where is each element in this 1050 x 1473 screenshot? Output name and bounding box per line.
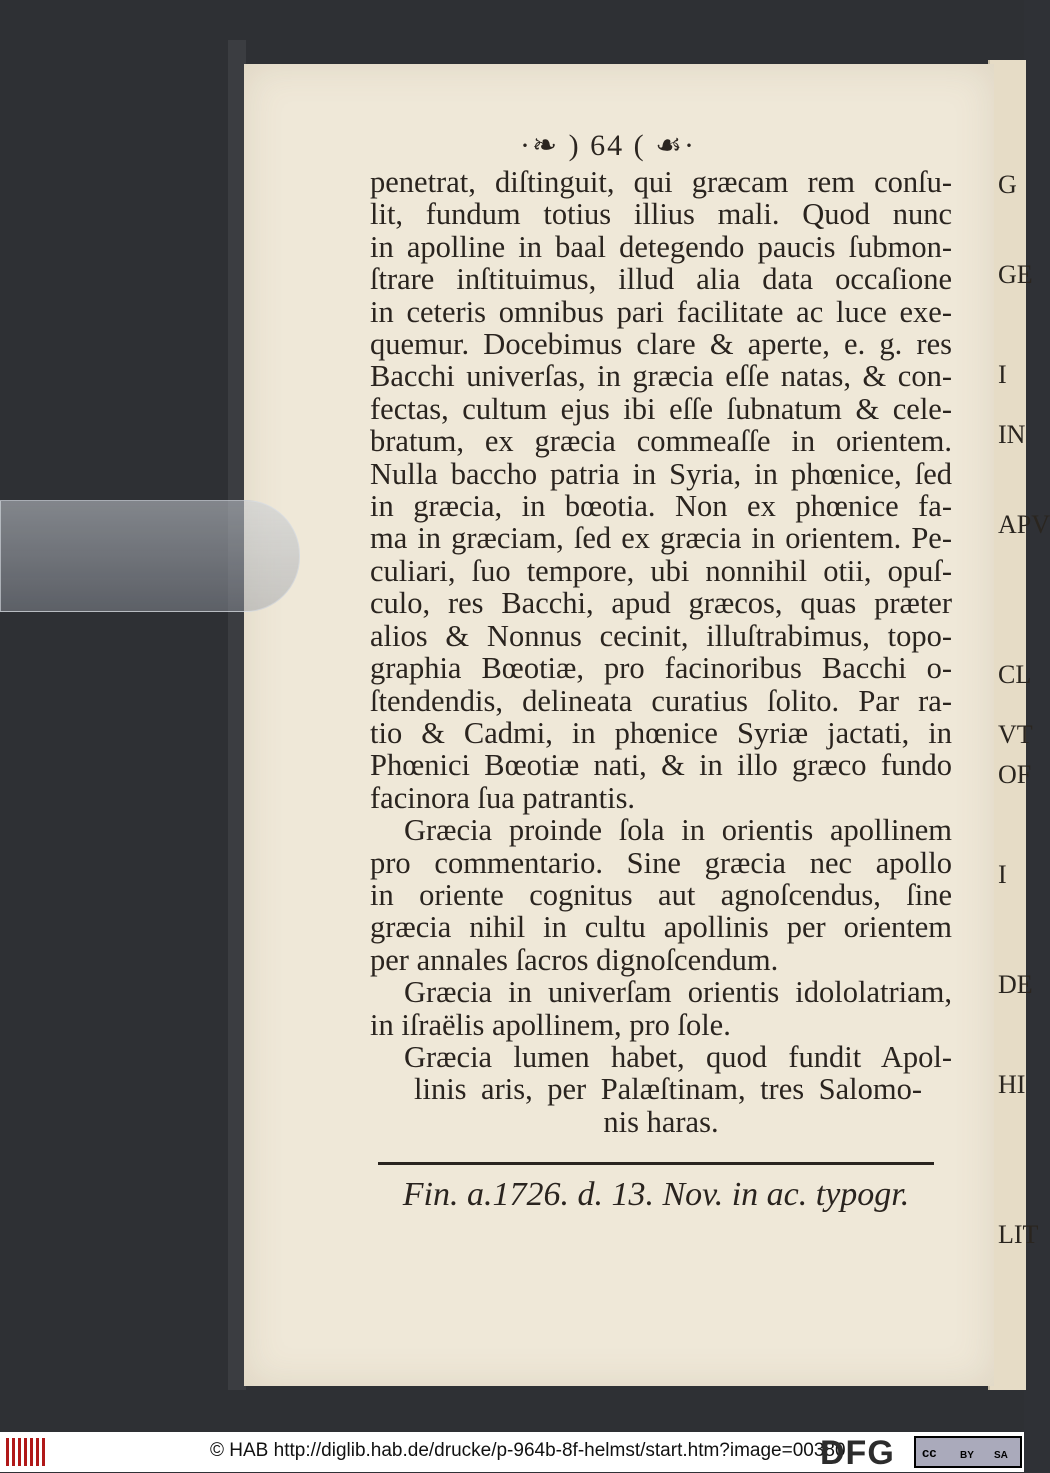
text-line: Græcia lumen habet, quod fundit Apol-: [404, 1039, 952, 1074]
copyright-credit[interactable]: © HAB http://diglib.hab.de/drucke/p-964b-8f-helmst/start.htm?image=00380: [210, 1440, 846, 1461]
text-line: Bacchi univerſas, in græcia eſſe natas, & con-: [370, 359, 952, 394]
text-line: fectas, cultum ejus ibi eſſe ſubnatum & cele-: [370, 391, 952, 426]
text-line: nis haras.: [603, 1104, 719, 1139]
text-line: linis aris, per Palæſtinam, tres Salomo-: [414, 1072, 922, 1107]
adjacent-page-fragment: OF: [998, 760, 1032, 789]
adjacent-page-fragment: I: [998, 360, 1007, 389]
text-line: græcia nihil in cultu apollinis per orientem: [370, 910, 952, 945]
text-line: Nulla baccho patria in Syria, in phœnice, ſed: [370, 456, 952, 491]
adjacent-page-fragment: LIT: [998, 1220, 1039, 1249]
hab-logo-icon: [6, 1438, 46, 1466]
adjacent-page-fragment: IN: [998, 420, 1026, 449]
page-clip: [0, 500, 300, 612]
adjacent-page-fragment: APV: [998, 510, 1050, 539]
text-line: in apolline in baal detegendo paucis ſubmon-: [370, 229, 952, 264]
text-line: in græcia, in bœotia. Non ex phœnice fa-: [370, 489, 952, 524]
adjacent-page-fragment: I: [998, 860, 1007, 889]
text-line: tio & Cadmi, in phœnice Syriæ jactati, in: [370, 715, 952, 750]
text-line: culo, res Bacchi, apud græcos, quas præter: [370, 586, 952, 621]
text-line: bratum, ex græcia commeaſſe in orientem.: [370, 424, 952, 459]
dfg-logo: DFG: [820, 1434, 895, 1472]
text-line: graphia Bœotiæ, pro facinoribus Bacchi o-: [370, 651, 952, 686]
end-rule: [378, 1162, 934, 1165]
cc-license-icon[interactable]: [914, 1436, 1022, 1468]
body-text: [370, 166, 952, 1138]
colophon: Fin. a.1726. d. 13. Nov. in ac. typogr.: [402, 1176, 910, 1213]
adjacent-page-fragment: CL: [998, 660, 1032, 689]
text-line: ſtrare inſtituimus, illud alia data occaſione: [370, 262, 952, 297]
adjacent-page-fragment: HI: [998, 1070, 1026, 1099]
cc-by-text: BY: [960, 1450, 974, 1461]
text-line: Phœnici Bœotiæ nati, & in illo græco fundo: [370, 748, 952, 783]
text-line: in ceteris omnibus pari facilitate ac luce exe-: [370, 294, 952, 329]
text-line: facinora ſua patrantis.: [370, 780, 636, 815]
text-line: lit, fundum totius illius mali. Quod nunc: [370, 197, 952, 232]
adjacent-page-fragment: VT: [998, 720, 1033, 749]
text-line: in oriente cognitus aut agnoſcendus, ſine: [370, 877, 952, 912]
adjacent-page-fragment: G: [998, 170, 1017, 199]
text-line: ſtendendis, delineata curatius ſolito. Par ra-: [370, 683, 952, 718]
text-line: per annales ſacros dignoſcendum.: [370, 942, 779, 977]
cc-text: cc: [922, 1445, 937, 1460]
text-line: in iſraëlis apollinem, pro ſole.: [370, 1007, 731, 1042]
text-line: alios & Nonnus cecinit, illuſtrabimus, topo-: [370, 618, 952, 653]
text-line: quemur. Docebimus clare & aperte, e. g. res: [370, 327, 952, 362]
text-line: Græcia in univerſam orientis idololatriam,: [404, 975, 952, 1010]
text-line: ma in græciam, ſed ex græcia in orientem. Pe-: [370, 521, 952, 556]
text-line: Græcia proinde ſola in orientis apollinem: [404, 813, 952, 848]
text-line: pro commentario. Sine græcia nec apollo: [370, 845, 952, 880]
adjacent-page-fragment: GE: [998, 260, 1033, 289]
cc-sa-text: SA: [994, 1450, 1008, 1461]
text-line: penetrat, diſtinguit, qui græcam rem conſu-: [370, 165, 952, 199]
page-header: ·❧ ) 64 ( ☙·: [520, 129, 696, 162]
adjacent-page-fragment: DE: [998, 970, 1033, 999]
viewer-footer: [0, 1432, 1024, 1472]
text-line: culiari, ſuo tempore, ubi nonnihil otii, opuſ-: [370, 553, 952, 588]
